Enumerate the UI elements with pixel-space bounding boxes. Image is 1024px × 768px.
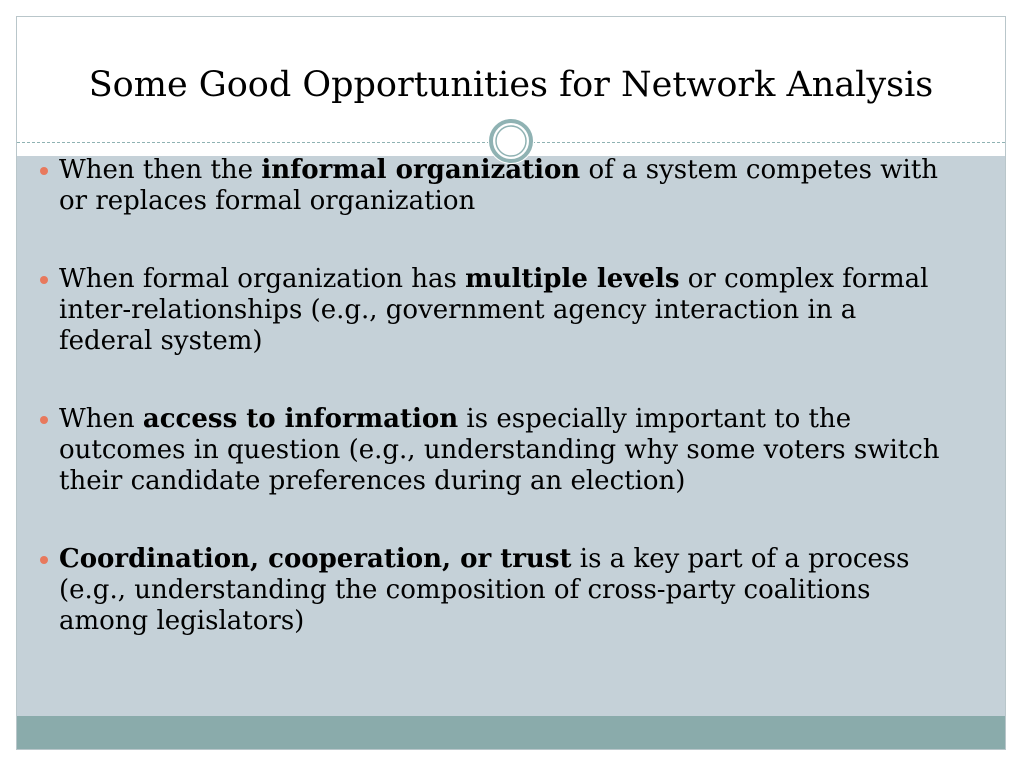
bullet-list bbox=[59, 155, 954, 684]
bullet-text-before: When bbox=[59, 404, 143, 434]
bullet-text-bold: access to information bbox=[142, 404, 459, 434]
round-bullet-icon bbox=[40, 276, 48, 284]
bullet-text-bold: Coordination, cooperation, or trust bbox=[59, 544, 572, 574]
bullet-item bbox=[59, 544, 954, 637]
bullet-item bbox=[59, 264, 954, 357]
round-bullet-icon bbox=[40, 167, 48, 175]
bullet-item bbox=[59, 155, 954, 217]
slide-title: Some Good Opportunities for Network Analysis bbox=[88, 65, 934, 105]
bullet-text-after: is a key part of a process (e.g., understanding the composition of cross-party coalitions among legislators) bbox=[59, 544, 910, 636]
bullet-text-before: When formal organization has bbox=[59, 264, 466, 294]
bullet-item bbox=[59, 404, 954, 497]
bullet-text-before: When then the bbox=[59, 155, 262, 185]
bullet-text-after: of a system competes with or replaces formal organization bbox=[59, 155, 939, 216]
bullet-text-after: or complex formal inter-relationships (e.g., government agency interaction in a federal system) bbox=[59, 264, 929, 356]
bullet-text-bold: informal organization bbox=[261, 155, 581, 185]
footer-band bbox=[17, 716, 1005, 750]
bullet-text-bold: multiple levels bbox=[465, 264, 680, 294]
bullet-text-after: is especially important to the outcomes in question (e.g., understanding why some voters switch their candidate preferences during an election) bbox=[59, 404, 940, 496]
round-bullet-icon bbox=[40, 556, 48, 564]
round-bullet-icon bbox=[40, 416, 48, 424]
